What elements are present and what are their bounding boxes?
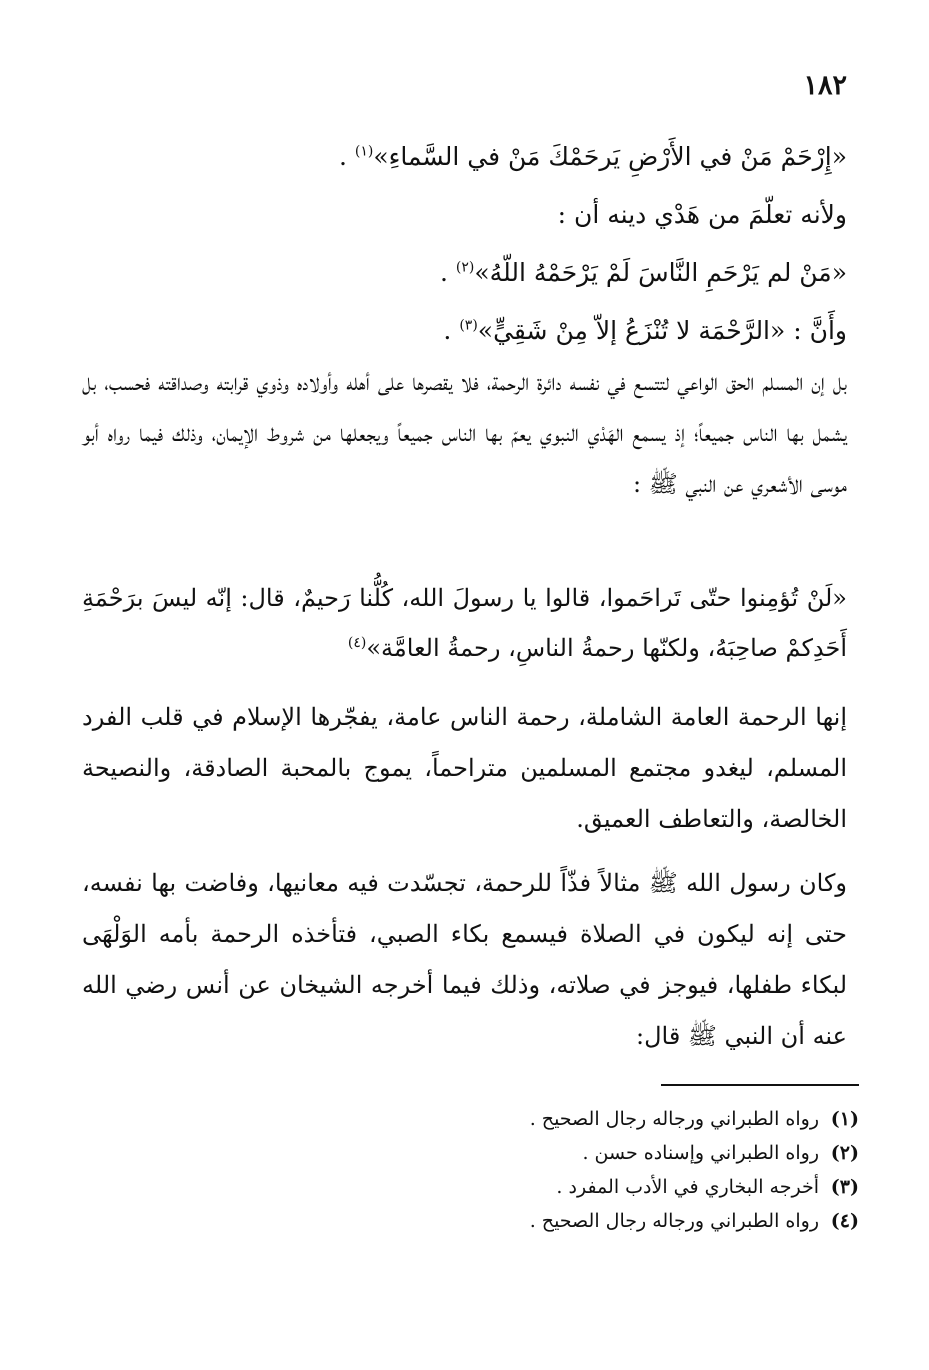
footnote-number: (١) — [830, 1108, 859, 1130]
paragraph-text: إنها الرحمة العامة الشاملة، رحمة الناس عامة، يفجّرها الإسلام في قلب الفرد المسلم، ليغدو مجتمع المسلمين متراحماً، يموج بالمحبة الصادقة، والنصيحة الخالصة، والتعاطف العميق. — [82, 703, 847, 833]
footnote-text: رواه الطبراني وإسناده حسن . — [582, 1142, 819, 1164]
hadith-text: «لَنْ تُؤمِنوا حتّى تَراحَموا، قالوا يا رسولَ الله، كُلُّنا رَحيمٌ، قال: إنّه ليسَ برَحْمَةِ أَحَدِكمْ صاحِبَهُ، ولكنّها رحمةُ الناسِ، رحمةُ العامَّة» — [82, 584, 847, 662]
page-number: ١٨٢ — [803, 70, 847, 101]
paragraph-3 — [82, 858, 847, 1062]
footnote-divider — [661, 1084, 859, 1086]
footnote-ref: (٤) — [347, 635, 367, 651]
footnote-ref: (٣) — [459, 317, 478, 334]
quote-text: ولأنه تعلّمَ من هَدْي دينه أن : — [557, 200, 847, 229]
paragraph-text: بل إن المسلم الحق الواعي لتتسع في نفسه دائرة الرحمة، فلا يقصرها على أهله وأولاده وذوي قرابته وصداقته فحسب، بل يشمل بها الناس جميعاً؛ إذ يسمع الهَدْي النبوي يعمّ بها الناس جميعاً ويجعلها من شروط الإيمان، وذلك فيما رواه أبو موسى الأشعري عن النبي ﷺ : — [82, 368, 847, 498]
quote-text: وأَنَّ : «الرَّحْمَة لا تُنْزَعُ إلاّ مِنْ شَقِيٍّ» — [477, 316, 847, 345]
footnote-text: رواه الطبراني ورجاله رجال الصحيح . — [529, 1108, 819, 1130]
quote-line-1 — [87, 128, 847, 186]
quote-end: . — [440, 258, 456, 287]
footnote-ref: (١) — [354, 143, 374, 160]
paragraph-2 — [82, 692, 847, 845]
footnote-1 — [259, 1102, 859, 1136]
quote-line-2 — [87, 186, 847, 244]
footnote-number: (٤) — [830, 1210, 859, 1232]
hadith-paragraph — [82, 573, 847, 673]
footnote-4 — [259, 1204, 859, 1238]
footnotes — [259, 1102, 859, 1238]
footnote-text: رواه الطبراني ورجاله رجال الصحيح . — [529, 1210, 819, 1232]
footnote-3 — [259, 1170, 859, 1204]
quote-line-4 — [87, 302, 847, 360]
quote-end: . — [338, 142, 355, 171]
paragraph-text: وكان رسول الله ﷺ مثالاً فذّاً للرحمة، تجسّدت فيه معانيها، وفاضت بها نفسه، حتى إنه ليكون في الصلاة فيسمع بكاء الصبي، فتأخذه الرحمة بأمه الوَلْهَى لبكاء طفلها، فيوجز في صلاته، وذلك فيما أخرجه الشيخان عن أنس رضي الله عنه أن النبي ﷺ قال: — [82, 869, 847, 1050]
quote-end: . — [443, 316, 460, 345]
footnote-number: (٢) — [830, 1142, 859, 1164]
footnote-ref: (٢) — [455, 259, 475, 276]
paragraph-1 — [82, 357, 847, 510]
hadith-quotes — [87, 128, 847, 360]
footnote-number: (٣) — [830, 1176, 859, 1198]
footnote-2 — [259, 1136, 859, 1170]
quote-text: «إِرْحَمْ مَنْ في الأَرْضِ يَرحَمْكَ مَنْ في السَّماءِ» — [373, 142, 847, 171]
footnote-text: أخرجه البخاري في الأدب المفرد . — [556, 1176, 819, 1198]
quote-line-3 — [87, 244, 847, 302]
quote-text: «مَنْ لم يَرْحَمِ النَّاسَ لَمْ يَرْحَمْهُ اللّهُ» — [474, 258, 847, 287]
